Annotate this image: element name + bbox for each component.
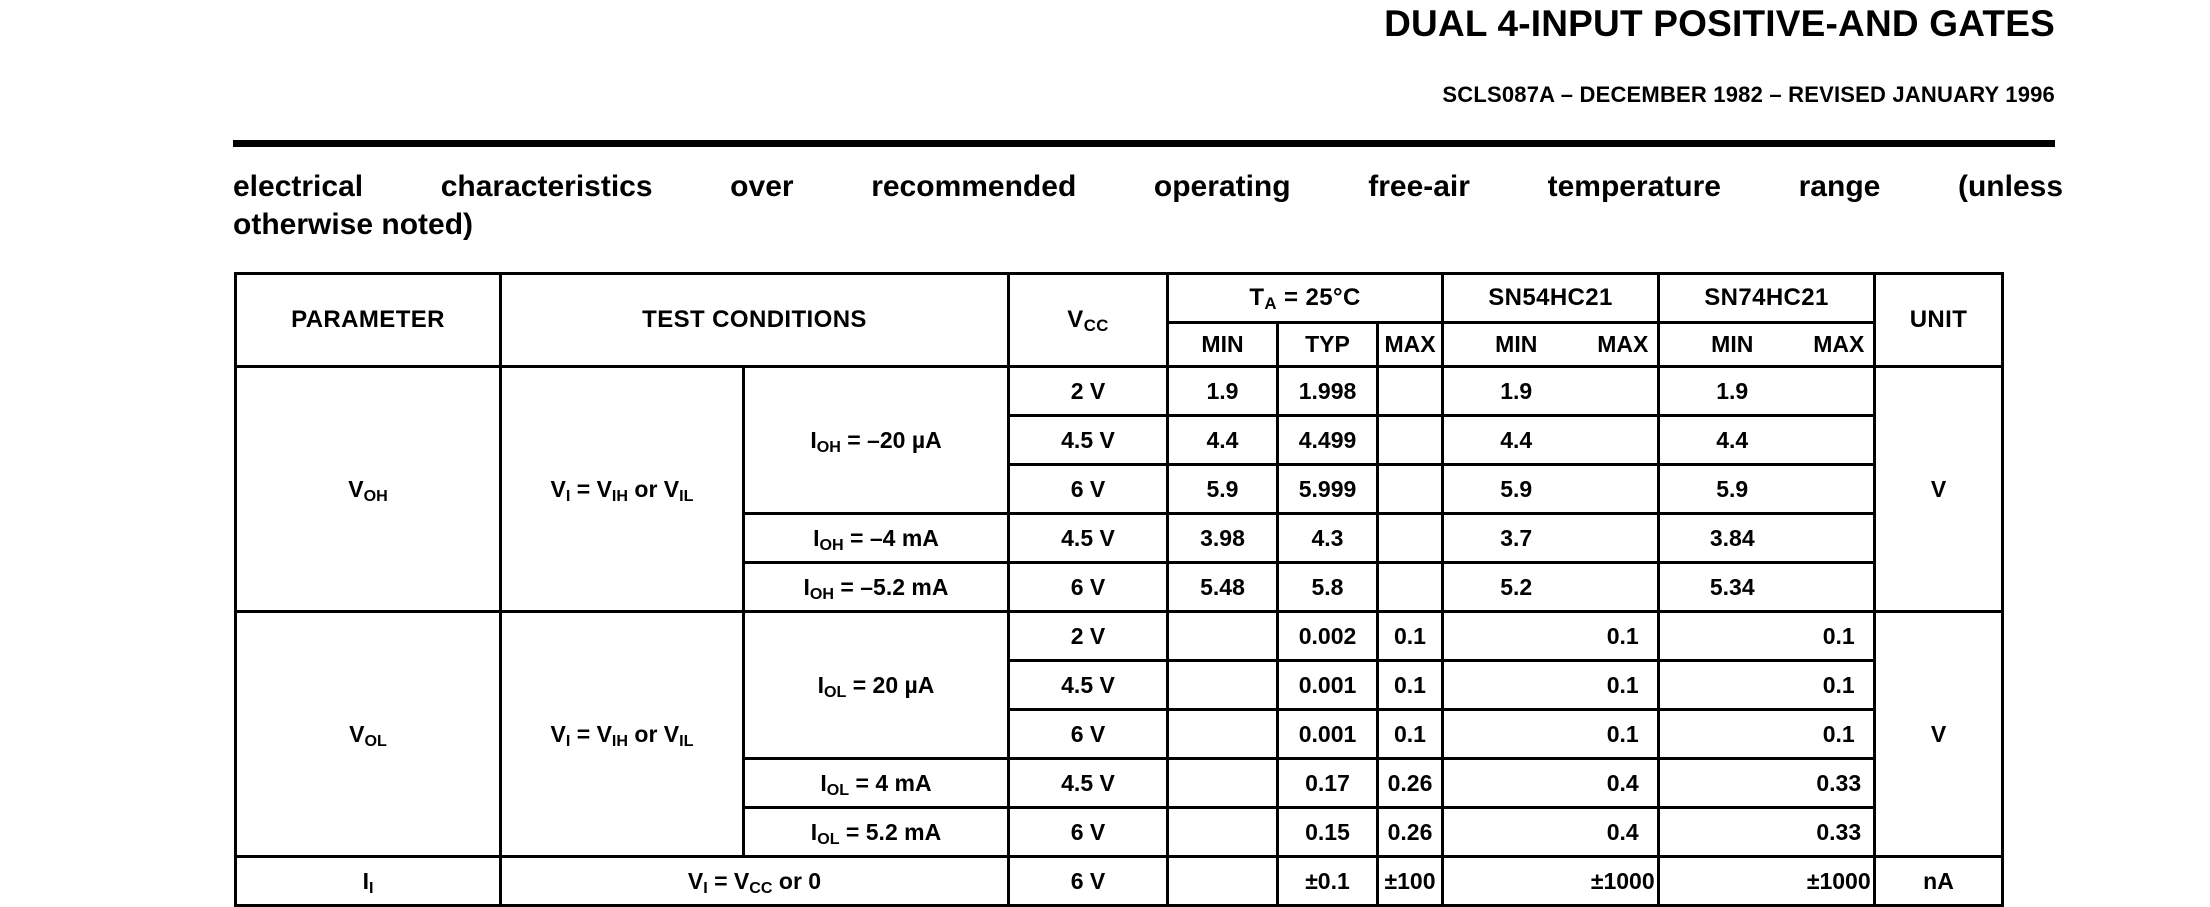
sn74-min-value xyxy=(1659,661,1805,710)
sn54-min-value xyxy=(1443,808,1589,857)
ta-max-value: 0.1 xyxy=(1378,612,1443,661)
vcc-value: 6 V xyxy=(1009,808,1168,857)
sn54-max-value: 0.1 xyxy=(1589,612,1659,661)
ta-min-value: 3.98 xyxy=(1168,514,1278,563)
vcc-value: 4.5 V xyxy=(1009,416,1168,465)
ta-typ-value: 0.15 xyxy=(1278,808,1378,857)
sn74-max-value: ±1000 xyxy=(1805,857,1875,906)
sn54-max-value xyxy=(1589,563,1659,612)
table-row xyxy=(236,857,2003,906)
sn74-min-value xyxy=(1659,759,1805,808)
sn74-max-value: 0.33 xyxy=(1805,759,1875,808)
ta-typ-value: 0.002 xyxy=(1278,612,1378,661)
sn74-min-value: 5.34 xyxy=(1659,563,1805,612)
header-sn74hc21: SN74HC21 xyxy=(1659,274,1875,323)
section-heading-line2: otherwise noted) xyxy=(233,208,474,241)
sn74-min-value: 4.4 xyxy=(1659,416,1805,465)
sn54-min-value xyxy=(1443,759,1589,808)
sn74-max-value: 0.1 xyxy=(1805,661,1875,710)
header-sn54-min: MIN xyxy=(1443,323,1589,367)
sn54-min-value xyxy=(1443,857,1589,906)
header-sn54hc21: SN54HC21 xyxy=(1443,274,1659,323)
header-sn74-min: MIN xyxy=(1659,323,1805,367)
header-divider xyxy=(233,140,2055,147)
sn54-max-value: ±1000 xyxy=(1589,857,1659,906)
ta-min-value: 5.9 xyxy=(1168,465,1278,514)
sn74-min-value xyxy=(1659,857,1805,906)
ta-min-value: 1.9 xyxy=(1168,367,1278,416)
ta-typ-value: 4.499 xyxy=(1278,416,1378,465)
sn54-max-value: 0.1 xyxy=(1589,710,1659,759)
ta-min-value xyxy=(1168,710,1278,759)
sn54-max-value xyxy=(1589,416,1659,465)
subcondition-ioh-20ua: $I_{OH} = -20$ µA xyxy=(744,367,1009,514)
sn54-max-value xyxy=(1589,465,1659,514)
ta-typ-value: 5.8 xyxy=(1278,563,1378,612)
sn74-max-value: 0.33 xyxy=(1805,808,1875,857)
table-row xyxy=(236,367,2003,416)
header-sn74-max: MAX xyxy=(1805,323,1875,367)
ta-max-value: 0.26 xyxy=(1378,808,1443,857)
vcc-value: 6 V xyxy=(1009,563,1168,612)
subcondition-ioh-52ma: $I_{OH} = -5.2$ mA xyxy=(744,563,1009,612)
ta-max-value xyxy=(1378,416,1443,465)
table-body xyxy=(236,367,2003,906)
electrical-characteristics-table xyxy=(234,272,2004,907)
unit-voh: V xyxy=(1875,367,2003,612)
sn54-min-value: 4.4 xyxy=(1443,416,1589,465)
header-ta-25c: $T_A = 25^\circ C$ xyxy=(1168,274,1443,323)
sn54-min-value: 5.2 xyxy=(1443,563,1589,612)
ta-typ-value: 0.001 xyxy=(1278,710,1378,759)
sn74-max-value xyxy=(1805,416,1875,465)
sn54-min-value: 1.9 xyxy=(1443,367,1589,416)
ta-min-value xyxy=(1168,612,1278,661)
ta-max-value xyxy=(1378,563,1443,612)
ta-min-value xyxy=(1168,857,1278,906)
vcc-value: 4.5 V xyxy=(1009,514,1168,563)
sn54-min-value xyxy=(1443,710,1589,759)
ta-max-value xyxy=(1378,465,1443,514)
sn74-max-value xyxy=(1805,514,1875,563)
parameter-voh: $V_{OH}$ xyxy=(236,367,501,612)
ta-min-value xyxy=(1168,661,1278,710)
sn54-min-value xyxy=(1443,661,1589,710)
unit-ii: nA xyxy=(1875,857,2003,906)
header-test-conditions: TEST CONDITIONS xyxy=(501,274,1009,367)
section-heading xyxy=(233,168,2063,244)
header-ta-min: MIN xyxy=(1168,323,1278,367)
vcc-value: 2 V xyxy=(1009,367,1168,416)
ta-typ-value: 4.3 xyxy=(1278,514,1378,563)
header-parameter: PARAMETER xyxy=(236,274,501,367)
header-vcc: $V_{CC}$ xyxy=(1009,274,1168,367)
ta-max-value xyxy=(1378,367,1443,416)
sn54-min-value xyxy=(1443,612,1589,661)
ta-typ-value: 5.999 xyxy=(1278,465,1378,514)
ta-typ-value: 0.001 xyxy=(1278,661,1378,710)
subcondition-iol-52ma: $I_{OL} = 5.2$ mA xyxy=(744,808,1009,857)
sn54-min-value: 3.7 xyxy=(1443,514,1589,563)
subcondition-ioh-4ma: $I_{OH} = -4$ mA xyxy=(744,514,1009,563)
section-heading-line1: electrical characteristics over recommended operating free-air temperature range (unless xyxy=(233,170,2063,203)
sn74-min-value: 3.84 xyxy=(1659,514,1805,563)
header-ta-max: MAX xyxy=(1378,323,1443,367)
vcc-value: 4.5 V xyxy=(1009,759,1168,808)
vcc-value: 6 V xyxy=(1009,857,1168,906)
sn74-max-value xyxy=(1805,563,1875,612)
sn74-min-value xyxy=(1659,808,1805,857)
document-title: DUAL 4-INPUT POSITIVE-AND GATES xyxy=(1384,3,2055,44)
sn74-max-value: 0.1 xyxy=(1805,710,1875,759)
sn54-max-value: 0.4 xyxy=(1589,808,1659,857)
test-condition-voh: $V_I = V_{IH}$ or $V_{IL}$ xyxy=(501,367,744,612)
vcc-value: 4.5 V xyxy=(1009,661,1168,710)
vcc-value: 6 V xyxy=(1009,710,1168,759)
ta-max-value: 0.1 xyxy=(1378,661,1443,710)
ta-max-value xyxy=(1378,514,1443,563)
sn54-max-value xyxy=(1589,367,1659,416)
table-row xyxy=(236,612,2003,661)
ta-max-value: 0.26 xyxy=(1378,759,1443,808)
vcc-value: 6 V xyxy=(1009,465,1168,514)
ta-typ-value: 1.998 xyxy=(1278,367,1378,416)
ta-min-value: 4.4 xyxy=(1168,416,1278,465)
ta-max-value: 0.1 xyxy=(1378,710,1443,759)
sn54-max-value: 0.4 xyxy=(1589,759,1659,808)
subcondition-iol-4ma: $I_{OL} = 4$ mA xyxy=(744,759,1009,808)
table-header-row-1 xyxy=(236,274,2003,323)
test-condition-ii: $V_I = V_{CC}$ or 0 xyxy=(501,857,1009,906)
header-ta-typ: TYP xyxy=(1278,323,1378,367)
header-sn54-max: MAX xyxy=(1589,323,1659,367)
sn54-max-value: 0.1 xyxy=(1589,661,1659,710)
sn54-min-value: 5.9 xyxy=(1443,465,1589,514)
ta-min-value: 5.48 xyxy=(1168,563,1278,612)
sn74-max-value: 0.1 xyxy=(1805,612,1875,661)
vcc-value: 2 V xyxy=(1009,612,1168,661)
sn54-max-value xyxy=(1589,514,1659,563)
document-id-line: SCLS087A – DECEMBER 1982 – REVISED JANUARY 1996 xyxy=(1442,82,2055,107)
ta-max-value: ±100 xyxy=(1378,857,1443,906)
test-condition-vol: $V_I = V_{IH}$ or $V_{IL}$ xyxy=(501,612,744,857)
ta-typ-value: ±0.1 xyxy=(1278,857,1378,906)
ta-typ-value: 0.17 xyxy=(1278,759,1378,808)
sn74-max-value xyxy=(1805,465,1875,514)
sn74-min-value xyxy=(1659,710,1805,759)
document-header xyxy=(0,0,2210,108)
ta-min-value xyxy=(1168,808,1278,857)
subcondition-iol-20ua: $I_{OL} = 20$ µA xyxy=(744,612,1009,759)
sn74-min-value: 5.9 xyxy=(1659,465,1805,514)
sn74-min-value xyxy=(1659,612,1805,661)
sn74-max-value xyxy=(1805,367,1875,416)
sn74-min-value: 1.9 xyxy=(1659,367,1805,416)
parameter-ii: $I_I$ xyxy=(236,857,501,906)
unit-vol: V xyxy=(1875,612,2003,857)
ta-min-value xyxy=(1168,759,1278,808)
parameter-vol: $V_{OL}$ xyxy=(236,612,501,857)
header-unit: UNIT xyxy=(1875,274,2003,367)
